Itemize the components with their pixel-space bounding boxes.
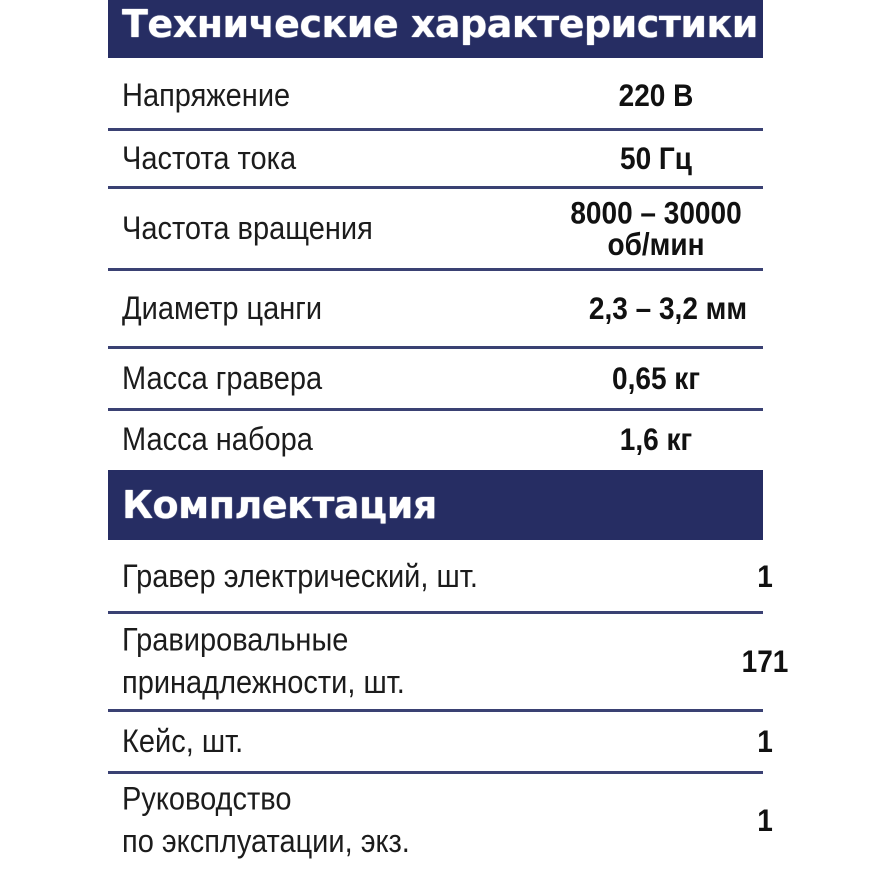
spec-value: 0,65 кг xyxy=(612,361,700,396)
kit-label-line2: по эксплуатации, экз. xyxy=(122,824,410,861)
kit-label-line1: Руководство xyxy=(122,781,292,818)
spec-value: 220 В xyxy=(618,78,694,113)
kit-row-manual xyxy=(108,774,773,868)
spec-label: Частота вращения xyxy=(122,210,373,247)
spec-value-line2: об/мин xyxy=(607,226,705,262)
specs-header xyxy=(108,0,763,58)
spec-value-line1: 8000 – 30000 xyxy=(570,195,742,231)
kit-label: Гравер электрический, шт. xyxy=(122,558,478,595)
kit-label-line2: принадлежности, шт. xyxy=(122,665,405,702)
kit-value: 1 xyxy=(757,724,773,759)
spec-row-engraver-mass xyxy=(108,349,763,409)
spec-row-collet-diameter xyxy=(108,271,763,347)
kit-header xyxy=(108,470,763,540)
kit-row-case xyxy=(108,712,773,772)
specs-title: Технические характеристики xyxy=(122,2,758,46)
kit-value: 171 xyxy=(741,644,789,679)
spec-label: Напряжение xyxy=(122,77,291,114)
spec-label: Частота тока xyxy=(122,140,297,177)
kit-label-line1: Гравировальные xyxy=(122,622,349,659)
kit-row-engraver xyxy=(108,542,773,612)
spec-row-frequency xyxy=(108,131,763,187)
spec-label: Масса гравера xyxy=(122,360,323,397)
spec-row-voltage xyxy=(108,62,763,130)
kit-row-accessories xyxy=(108,614,789,710)
spec-value: 1,6 кг xyxy=(619,422,693,457)
spec-row-set-mass xyxy=(108,411,763,469)
kit-value: 1 xyxy=(757,803,773,838)
spec-row-rotation-speed xyxy=(108,189,763,269)
kit-value: 1 xyxy=(757,559,773,594)
spec-label: Масса набора xyxy=(122,421,313,458)
kit-label xyxy=(122,619,405,705)
kit-title: Комплектация xyxy=(122,483,437,527)
spec-label: Диаметр цанги xyxy=(122,290,323,327)
kit-label: Кейс, шт. xyxy=(122,723,244,760)
spec-value xyxy=(570,195,742,262)
spec-value: 50 Гц xyxy=(619,141,693,176)
spec-value: 2,3 – 3,2 мм xyxy=(588,291,748,326)
kit-label xyxy=(122,778,410,864)
